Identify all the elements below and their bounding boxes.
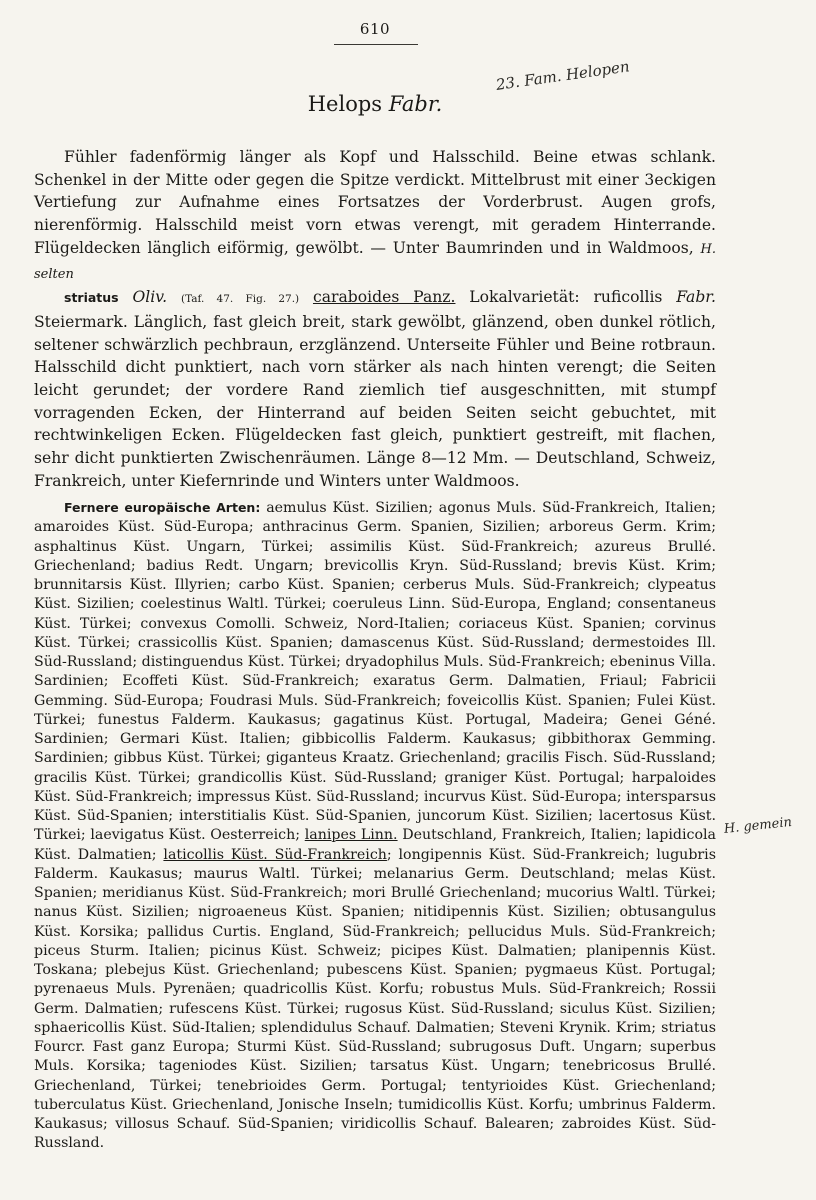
- other-species-part-2: Deutschland, Frankreich, Italien; lapidicola Küst. Dalmatien;: [34, 827, 717, 863]
- other-species-heading: Fernere europäische Arten:: [64, 500, 261, 515]
- lanipes-underlined: lanipes Linn.: [304, 827, 398, 844]
- species-name: striatus: [64, 290, 119, 306]
- laticollis-underlined: laticollis Küst. Süd-Frankreich: [163, 846, 387, 863]
- species-variety-author: Fabr.: [676, 288, 717, 307]
- species-plate-ref: (Taf. 47. Fig. 27.): [180, 293, 300, 306]
- species-author: Oliv.: [132, 288, 168, 307]
- genus-author: Fabr.: [388, 92, 443, 116]
- species-synonym: caraboides Panz.: [312, 288, 456, 307]
- page-number: 610: [359, 20, 391, 38]
- page: [34, 20, 716, 1190]
- genus-name: Helops: [307, 92, 383, 116]
- intro-paragraph: [34, 146, 716, 286]
- main-text: [34, 146, 716, 493]
- genus-heading: [34, 92, 716, 116]
- margin-note: H. gemein: [723, 814, 793, 837]
- intro-text: Fühler fadenförmig länger als Kopf und Halsschild. Beine etwas schlank. Schenkel in der Mitte oder gegen die Spitze verdickt. Mittelbrust mit einer 3eckigen Vertiefung zur Aufnahme eines Fortsatzes der Vorderbrust. Augen grofs, nierenförmig. Halsschild meist vorn etwas verengt, mit geradem Hinterrande. Flügeldecken länglich eiförmig, gewölbt. — Unter Baumrinden und in Waldmoos,: [34, 148, 716, 257]
- intro-hand-note: H. selten: [34, 241, 716, 282]
- handwritten-note-top: 23. Fam. Helopen: [494, 57, 631, 94]
- species-variety: Lokalvarietät: ruficollis: [469, 288, 663, 307]
- header-rule: [334, 44, 418, 45]
- other-species-list: [34, 498, 716, 1154]
- other-species-part-1: aemulus Küst. Sizilien; agonus Muls. Süd-Frankreich, Italien; amaroides Küst. Süd-Europa; anthracinus Germ. Spanien, Sizilien; arboreus Germ. Krim; asphaltinus Küst. Ungarn, Türkei; assimilis Küst. Süd-Frankreich; azureus Brullé. Griechenland; badius Redt. Ungarn; brevicollis Kryn. Süd-Russland; brevis Küst. Krim; brunnitarsis Küst. Illyrien; carbo Küst. Spanien; cerberus Muls. Süd-Frankreich; clypeatus Küst. Sizilien; coelestinus Waltl. Türkei; coeruleus Linn. Süd-Europa, England; consentaneus Küst. Türkei; convexus Comolli. Schweiz, Nord-Italien; coriaceus Küst. Spanien; corvinus Küst. Türkei; crassicollis Küst. Spanien; damascenus Küst. Süd-Russland; dermestoides Ill. Süd-Russland; distinguendus Küst. Türkei; dryadophilus Muls. Süd-Frankreich; ebeninus Villa. Sardinien; Ecoffeti Küst. Süd-Frankreich; exaratus Germ. Dalmatien, Friaul; Fabricii Gemming. Süd-Europa; Foudrasi Muls. Süd-Frankreich; foveicollis Küst. Spanien; Fulei Küst. Türkei; funestus Falderm. Kaukasus; gagatinus Küst. Portugal, Madeira; Genei Géné. Sardinien; Germari Küst. Italien; gibbicollis Falderm. Kaukasus; gibbithorax Gemming. Sardinien; gibbus Küst. Türkei; giganteus Kraatz. Griechenland; gracilis Fisch. Süd-Russland; gracilis Küst. Türkei; grandicollis Küst. Süd-Russland; graniger Küst. Portugal; harpaloides Küst. Süd-Frankreich; impressus Küst. Süd-Russland; incurvus Küst. Süd-Europa; intersparsus Küst. Süd-Spanien; interstitialis Küst. Süd-Spanien, juncorum Küst. Sizilien; lacertosus Küst. Türkei; laevigatus Küst. Oesterreich;: [34, 500, 716, 844]
- other-species-part-3: ; longipennis Küst. Süd-Frankreich; lugubris Falderm. Kaukasus; maurus Waltl. Türkei; melanarius Germ. Deutschland; melas Küst. Spanien; meridianus Küst. Süd-Frankreich; mori Brullé Griechenland; mucorius Waltl. Türkei; nanus Küst. Sizilien; nigroaeneus Küst. Spanien; nitidipennis Küst. Sizilien; obtusangulus Küst. Korsika; pallidus Curtis. England, Süd-Frankreich; pellucidus Muls. Süd-Frankreich; piceus Sturm. Italien; picinus Küst. Schweiz; picipes Küst. Dalmatien; planipennis Küst. Toskana; plebejus Küst. Griechenland; pubescens Küst. Spanien; pygmaeus Küst. Portugal; pyrenaeus Muls. Pyrenäen; quadricollis Küst. Korfu; robustus Muls. Süd-Frankreich; Rossii Germ. Dalmatien; rufescens Küst. Türkei; rugosus Küst. Süd-Russland; siculus Küst. Sizilien; sphaericollis Küst. Süd-Italien; splendidulus Schauf. Dalmatien; Steveni Krynik. Krim; striatus Fourcr. Fast ganz Europa; Sturmi Küst. Süd-Russland; subrugosus Duft. Ungarn; superbus Muls. Korsika; tageniodes Küst. Sizilien; tarsatus Küst. Ungarn; tenebricosus Brullé. Griechenland, Türkei; tenebrioides Germ. Portugal; tentyrioides Küst. Griechenland; tuberculatus Küst. Griechenland, Jonische Inseln; tumidicollis Küst. Korfu; umbrinus Falderm. Kaukasus; villosus Schauf. Süd-Spanien; viridicollis Schauf. Balearen; zabroides Küst. Süd-Russland.: [34, 846, 716, 1152]
- species-description: Steiermark. Länglich, fast gleich breit, stark gewölbt, glänzend, oben dunkel rötlich, seltener schwärzlich pechbraun, erzglänzend. Unterseite Fühler und Beine rotbraun. Halsschild dicht punktiert, nach vorn stärker als nach hinten verengt; die Seiten leicht gerundet; der vordere Rand ziemlich tief ausgeschnitten, mit stumpf vorragenden Ecken, der Hinterrand auf beiden Seiten seicht gebuchtet, mit rechtwinkeligen Ecken. Flügeldecken fast gleich, punktiert gestreift, mit flachen, sehr dicht punktierten Zwischenräumen. Länge 8—12 Mm. — Deutschland, Schweiz, Frankreich, unter Kiefernrinde und Winters unter Waldmoos.: [34, 312, 716, 490]
- species-paragraph: [34, 286, 716, 492]
- other-species-paragraph: [34, 498, 716, 1154]
